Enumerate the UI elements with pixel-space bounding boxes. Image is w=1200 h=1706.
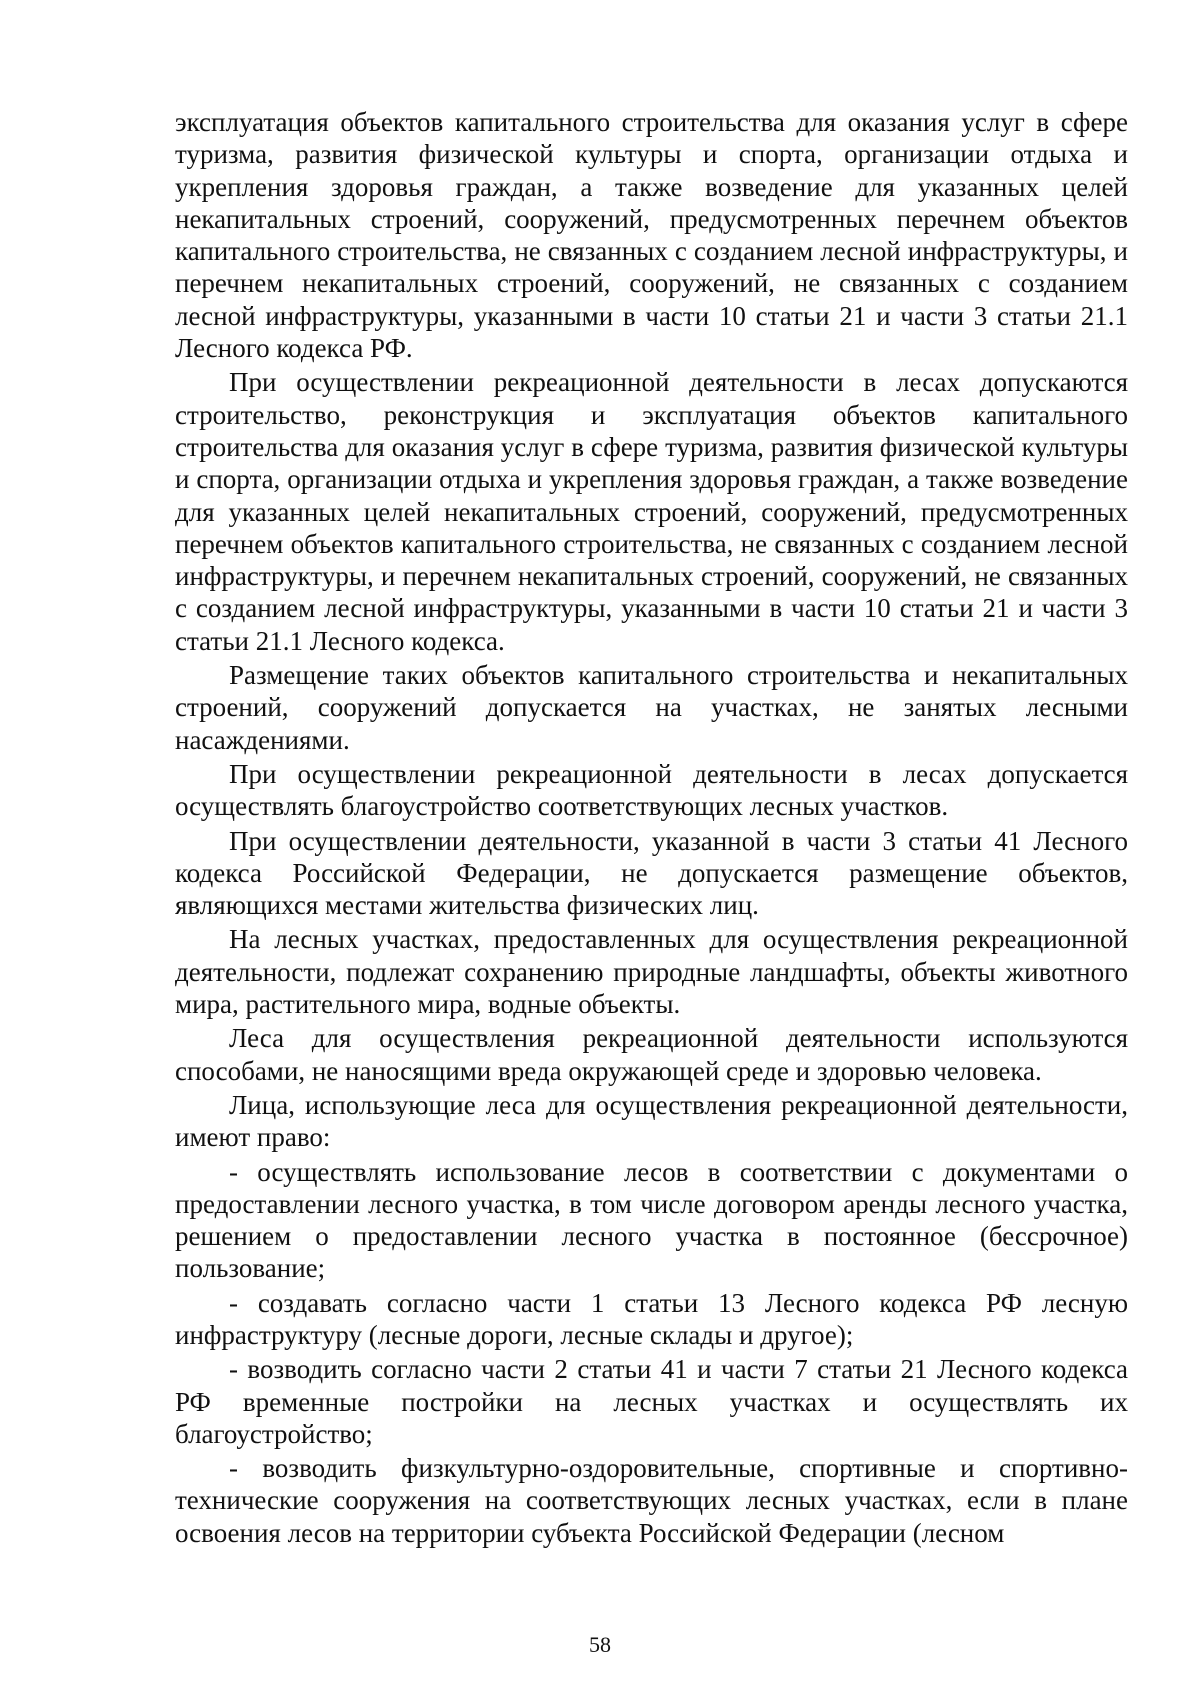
list-item-2: - создавать согласно части 1 статьи 13 Лесного кодекса РФ лесную инфраструктуру (лесные дороги, лесные склады и другое); (175, 1287, 1128, 1350)
paragraph-7: Леса для осуществления рекреационной деятельности используются способами, не наносящими вреда окружающей среде и здоровью человека. (175, 1023, 1128, 1086)
paragraph-8: Лица, использующие леса для осуществления рекреационной деятельности, имеют право: (175, 1089, 1128, 1153)
list-item-4: - возводить физкультурно-оздоровительные, спортивные и спортивно-технические сооружения на соответствующих лесных участках, если в плане освоения лесов на территории субъекта Российской Федерации (лесном (175, 1453, 1128, 1548)
page-number: 58 (589, 1632, 611, 1657)
list-item-3: - возводить согласно части 2 статьи 41 и части 7 статьи 21 Лесного кодекса РФ временные постройки на лесных участках и осуществлять их благоустройство; (175, 1354, 1128, 1449)
list-item-1: - осуществлять использование лесов в соответствии с документами о предоставлении лесного участка, в том числе договором аренды лесного участка, решением о предоставлении лесного участка в постоянное (бессрочное) пользование; (175, 1156, 1128, 1284)
body-text (175, 106, 1128, 1551)
paragraph-2: При осуществлении рекреационной деятельности в лесах допускаются строительство, реконструкция и эксплуатация объектов капитального строительства для оказания услуг в сфере туризма, развития физической культуры и спорта, организации отдыха и укрепления здоровья граждан, а также возведение для указанных целей некапитальных строений, сооружений, предусмотренных перечнем объектов капитального строительства, не связанных с созданием лесной инфраструктуры, и перечнем некапитальных строений, сооружений, не связанных с созданием лесной инфраструктуры, указанными в части 10 статьи 21 и части 3 статьи 21.1 Лесного кодекса. (175, 367, 1128, 656)
paragraph-3: Размещение таких объектов капитального строительства и некапитальных строений, сооружений допускается на участках, не занятых лесными насаждениями. (175, 660, 1128, 755)
paragraph-5: При осуществлении деятельности, указанной в части 3 статьи 41 Лесного кодекса Российской Федерации, не допускается размещение объектов, являющихся местами жительства физических лиц. (175, 825, 1128, 921)
paragraph-6: На лесных участках, предоставленных для осуществления рекреационной деятельности, подлежат сохранению природные ландшафты, объекты животного мира, растительного мира, водные объекты. (175, 924, 1128, 1020)
paragraph-4: При осуществлении рекреационной деятельности в лесах допускается осуществлять благоустройство соответствующих лесных участков. (175, 758, 1128, 822)
paragraph-1: эксплуатация объектов капитального строительства для оказания услуг в сфере туризма, развития физической культуры и спорта, организации отдыха и укрепления здоровья граждан, а также возведение для указанных целей некапитальных строений, сооружений, предусмотренных перечнем объектов капитального строительства, не связанных с созданием лесной инфраструктуры, и перечнем некапитальных строений, сооружений, не связанных с созданием лесной инфраструктуры, указанными в части 10 статьи 21 и части 3 статьи 21.1 Лесного кодекса РФ. (175, 107, 1128, 364)
